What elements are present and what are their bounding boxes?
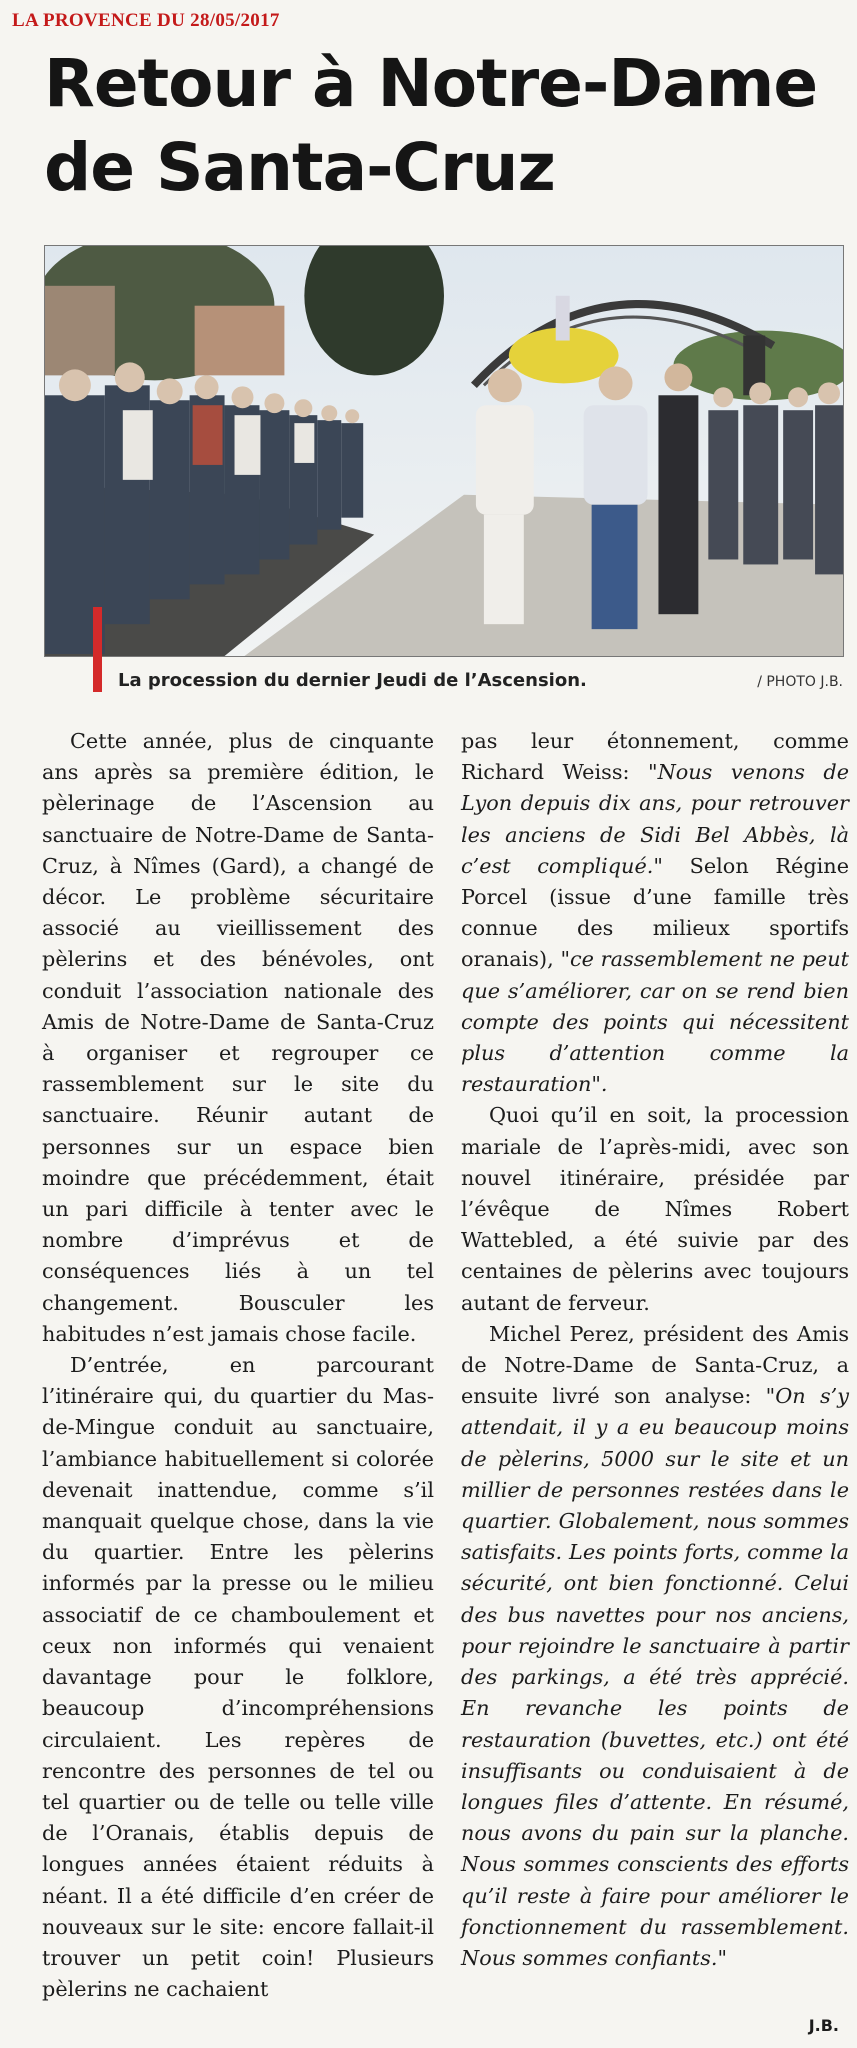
paragraph-3 [461,726,849,1100]
author-signature: J.B. [808,2016,839,2035]
quote-regine-porcel: "ce rassemblement ne peut que s’améliorer, car on se rend bien compte des points qui nécessitent plus d’attention comme la restauration". [461,947,849,1097]
paragraph-5-text: Michel Perez, président des Amis de Notre-Dame de Santa-Cruz, a ensuite livré son analyse: [461,1321,849,1409]
caption-accent-bar [93,607,102,692]
paragraph-1: Cette année, plus de cinquante ans après sa première édition, le pèlerinage de l’Ascension au sanctuaire de Notre-Dame de Santa-Cruz, à Nîmes (Gard), a changé de décor. Le problème sécuritaire associé au vieillissement des pèlerins et des bénévoles, ont conduit l’association nationale des Amis de Notre-Dame de Santa-Cruz à organiser et regrouper ce rassemblement sur le site du sanctuaire. Réunir autant de personnes sur un espace bien moindre que précédemment, était un pari difficile à tenter avec le nombre d’imprévus et de conséquences liés à un tel changement. Bousculer les habitudes n’est jamais chose facile. [42,729,434,1346]
procession-illustration [45,246,843,656]
quote-richard-weiss: "Nous venons de Lyon depuis dix ans, pour retrouver les anciens de Sidi Bel Abbès, là c’est compliqué." [461,760,850,878]
paragraph-3-text-a: pas leur étonnement, comme Richard Weiss: [461,729,849,785]
headline: Retour à Notre-Dame de Santa-Cruz [44,45,818,206]
quote-michel-perez: "On s’y attendait, il y a eu beaucoup moins de pèlerins, 5000 sur le site et un millier de personnes restées dans le quartier. Globalement, nous sommes satisfaits. Les points forts, comme la sécurité, ont bien fonctionné. Celui des bus navettes pour nos anciens, pour rejoindre le sanctuaire à partir des parkings, a été très apprécié. En revanche les points de restauration (buvettes, etc.) ont été insuffisants ou conduisaient à de longues files d’attente. En résumé, nous avons du pain sur la planche. Nous sommes conscients des efforts qu’il reste à faire pour améliorer le fonctionnement du rassemblement. Nous sommes confiants." [461,1384,849,1970]
photo-credit: / PHOTO J.B. [757,674,843,690]
article-column-right [461,726,849,1974]
photo-caption: La procession du dernier Jeudi de l’Ascension. [118,670,587,691]
paragraph-3-text-b: Selon Régine Porcel (issue d’une famille très connue des milieux sportifs oranais), [461,853,850,972]
article-column-left [42,726,434,2005]
newspaper-source: LA PROVENCE DU 28/05/2017 [12,10,280,31]
paragraph-4: Quoi qu’il en soit, la procession mariale de l’après-midi, avec son nouvel itinéraire, présidée par l’évêque de Nîmes Robert Wattebled, a été suivie par des centaines de pèlerins avec toujours autant de ferveur. [461,1103,849,1315]
procession-photo [44,245,844,657]
paragraph-5 [461,1319,849,1974]
paragraph-2: D’entrée, en parcourant l’itinéraire qui, du quartier du Mas-de-Mingue conduit au sanctuaire, l’ambiance habituellement si colorée devenait inattendue, comme s’il manquait quelque chose, dans la vie du quartier. Entre les pèlerins informés par la presse ou le milieu associatif de ce chamboulement et ceux non informés qui venaient davantage pour le folklore, beaucoup d’incompréhensions circulaient. Les repères de rencontre des personnes de tel ou tel quartier ou de telle ou telle ville de l’Oranais, établis depuis de longues années étaient réduits à néant. Il a été difficile d’en créer de nouveaux sur le site: encore fallait-il trouver un petit coin! Plusieurs pèlerins ne cachaient [42,1353,434,2002]
